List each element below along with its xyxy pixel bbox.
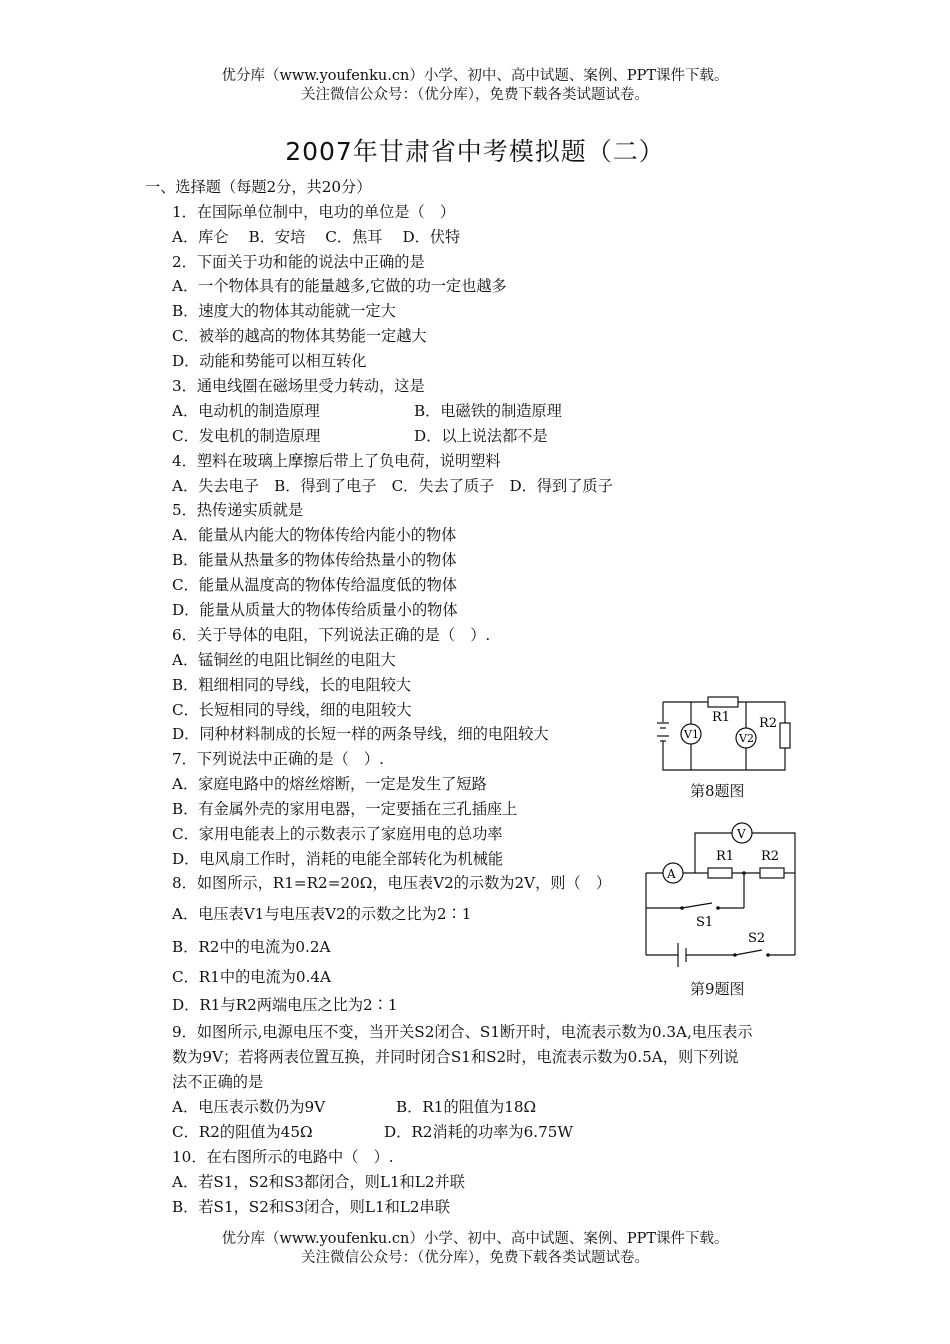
option-line: B．R1的阻值为18Ω — [396, 1098, 537, 1116]
option-line: D．动能和势能可以相互转化 — [172, 352, 367, 370]
option-line: A．家庭电路中的熔丝熔断，一定是发生了短路 — [172, 775, 487, 793]
r1-label: R1 — [716, 849, 735, 864]
question-line: 2．下面关于功和能的说法中正确的是 — [172, 253, 425, 271]
option-line: C．R2的阻值为45Ω — [172, 1123, 313, 1141]
question-line: 6．关于导体的电阻，下列说法正确的是（ ）. — [172, 626, 491, 644]
option-line: A．锰铜丝的电阻比铜丝的电阻大 — [172, 651, 396, 669]
question-line: 7．下列说法中正确的是（ ）. — [172, 750, 384, 768]
option-line: A．一个物体具有的能量越多,它做的功一定也越多 — [172, 277, 507, 295]
option-line: D．R1与R2两端电压之比为2∶1 — [172, 996, 398, 1014]
option-line: A．电压表示数仍为9V — [172, 1098, 326, 1116]
r2-label: R2 — [761, 849, 780, 864]
option-line: B．速度大的物体其动能就一定大 — [172, 302, 396, 320]
option-line: C．发电机的制造原理 — [172, 427, 321, 445]
option-line: A．失去电子 B．得到了电子 C．失去了质子 D．得到了质子 — [172, 477, 613, 495]
voltmeter-label: V — [737, 827, 746, 841]
question-line: 4．塑料在玻璃上摩擦后带上了负电荷，说明塑料 — [172, 452, 501, 470]
option-line: A．能量从内能大的物体传给内能小的物体 — [172, 526, 457, 544]
s2-label: S2 — [748, 931, 766, 946]
option-line: D．R2消耗的功率为6.75W — [384, 1123, 574, 1141]
option-line: C．被举的越高的物体其势能一定越大 — [172, 327, 427, 345]
figure-8-caption: 第8题图 — [690, 782, 745, 800]
ammeter-label: A — [667, 867, 676, 881]
option-line: B．若S1，S2和S3闭合，则L1和L2串联 — [172, 1198, 450, 1216]
option-line: D．同种材料制成的长短一样的两条导线，细的电阻较大 — [172, 725, 549, 743]
option-line: D．电风扇工作时，消耗的电能全部转化为机械能 — [172, 850, 504, 868]
option-line: C．家用电能表上的示数表示了家庭用电的总功率 — [172, 825, 503, 843]
option-line: A．电压表V1与电压表V2的示数之比为2∶1 — [172, 905, 472, 923]
question-line: 5．热传递实质就是 — [172, 501, 304, 519]
option-line: B．能量从热量多的物体传给热量小的物体 — [172, 551, 457, 569]
option-line: B．R2中的电流为0.2A — [172, 938, 331, 956]
figure-9-circuit-diagram — [640, 818, 805, 973]
footer-line-1: 优分库（www.youfenku.cn）小学、初中、高中试题、案例、PPT课件下载。 — [221, 1231, 729, 1247]
option-line: B．有金属外壳的家用电器，一定要插在三孔插座上 — [172, 800, 518, 818]
option-line: A．若S1，S2和S3都闭合，则L1和L2并联 — [172, 1173, 465, 1191]
question-line: 3．通电线圈在磁场里受力转动，这是 — [172, 377, 425, 395]
option-line: C．能量从温度高的物体传给温度低的物体 — [172, 576, 457, 594]
footer-line-2: 关注微信公众号：（优分库），免费下载各类试题试卷。 — [301, 1250, 649, 1266]
question-line: 1．在国际单位制中，电功的单位是（ ） — [172, 203, 456, 221]
section-heading: 一、选择题（每题2分，共20分） — [145, 178, 372, 196]
figure-8-circuit-diagram — [648, 690, 798, 774]
r2-label: R2 — [759, 716, 778, 731]
option-line: C．长短相同的导线，细的电阻较大 — [172, 701, 412, 719]
option-line: B．电磁铁的制造原理 — [414, 402, 562, 420]
figure-9-caption: 第9题图 — [690, 980, 745, 998]
option-line: A．库仑 B．安培 C．焦耳 D．伏特 — [172, 228, 461, 246]
header-line-1: 优分库（www.youfenku.cn）小学、初中、高中试题、案例、PPT课件下载。 — [221, 68, 729, 84]
option-line: D．能量从质量大的物体传给质量小的物体 — [172, 601, 458, 619]
r1-label: R1 — [712, 710, 731, 725]
question-line: 法不正确的是 — [172, 1073, 264, 1091]
question-line: 数为9V；若将两表位置互换，并同时闭合S1和S2时，电流表示数为0.5A，则下列说 — [172, 1048, 739, 1066]
option-line: D．以上说法都不是 — [414, 427, 548, 445]
v2-label: V2 — [739, 732, 754, 745]
v1-label: V1 — [684, 728, 699, 741]
question-line: 9．如图所示,电源电压不变，当开关S2闭合、S1断开时，电流表示数为0.3A,电压表示 — [172, 1023, 753, 1041]
option-line: C．R1中的电流为0.4A — [172, 968, 331, 986]
option-line: B．粗细相同的导线，长的电阻较大 — [172, 676, 411, 694]
question-line: 10．在右图所示的电路中（ ）. — [172, 1148, 394, 1166]
question-line: 8．如图所示，R1=R2=20Ω，电压表V2的示数为2V，则（ ） — [172, 874, 612, 892]
header-line-2: 关注微信公众号：（优分库），免费下载各类试题试卷。 — [301, 87, 649, 103]
option-line: A．电动机的制造原理 — [172, 402, 320, 420]
s1-label: S1 — [696, 915, 714, 930]
page-title: 2007年甘肃省中考模拟题（二） — [285, 137, 665, 166]
